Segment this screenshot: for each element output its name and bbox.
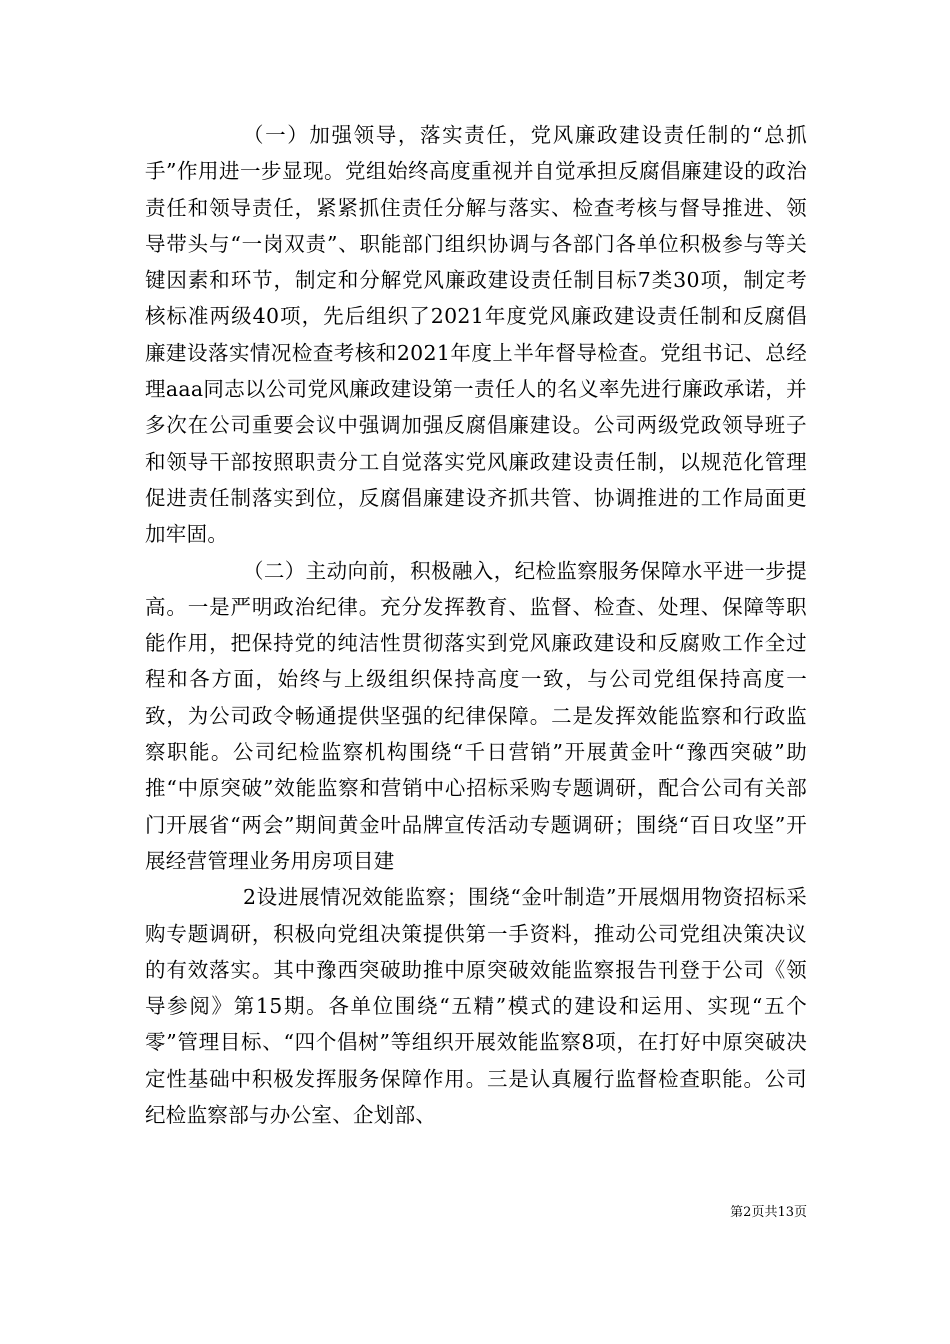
paragraph-1: （一）加强领导，落实责任，党风廉政建设责任制的“总抓手”作用进一步显现。党组始终高度重视并自觉承担反腐倡廉建设的政治责任和领导责任，紧紧抓住责任分解与落实、检查考核与督导推进、领导带头与“一岗双责”、职能部门组织协调与各部门各单位积极参与等关键因素和环节，制定和分解党风廉政建设责任制目标7类30项，制定考核标准两级40项，先后组织了2021年度党风廉政建设责任制和反腐倡廉建设落实情况检查考核和2021年度上半年督导检查。党组书记、总经理aaa同志以公司党风廉政建设第一责任人的名义率先进行廉政承诺，并多次在公司重要会议中强调加强反腐倡廉建设。公司两级党政领导班子和领导干部按照职责分工自觉落实党风廉政建设责任制，以规范化管理促进责任制落实到位，反腐倡廉建设齐抓共管、协调推进的工作局面更加牢固。	[145, 123, 807, 547]
paragraph-3: 2设进展情况效能监察；围绕“金叶制造”开展烟用物资招标采购专题调研，积极向党组决策提供第一手资料，推动公司党组决策决议的有效落实。其中豫西突破助推中原突破效能监察报告刊登于公司《领导参阅》第15期。各单位围绕“五精”模式的建设和运用、实现“五个零”管理目标、“四个倡树”等组织开展效能监察8项，在打好中原突破决定性基础中积极发挥服务保障作用。三是认真履行监督检查职能。公司纪检监察部与办公室、企划部、	[145, 885, 807, 1128]
body-text	[145, 117, 807, 1133]
paragraph-2: （二）主动向前，积极融入，纪检监察服务保障水平进一步提高。一是严明政治纪律。充分发挥教育、监督、检查、处理、保障等职能作用，把保持党的纯洁性贯彻落实到党风廉政建设和反腐败工作全过程和各方面，始终与上级组织保持高度一致，与公司党组保持高度一致，为公司政令畅通提供坚强的纪律保障。二是发挥效能监察和行政监察职能。公司纪检监察机构围绕“千日营销”开展黄金叶“豫西突破”助推“中原突破”效能监察和营销中心招标采购专题调研，配合公司有关部门开展省“两会”期间黄金叶品牌宣传活动专题调研；围绕“百日攻坚”开展经营管理业务用房项目建	[145, 558, 807, 873]
page-number-footer: 第2页共13页	[730, 1205, 807, 1220]
